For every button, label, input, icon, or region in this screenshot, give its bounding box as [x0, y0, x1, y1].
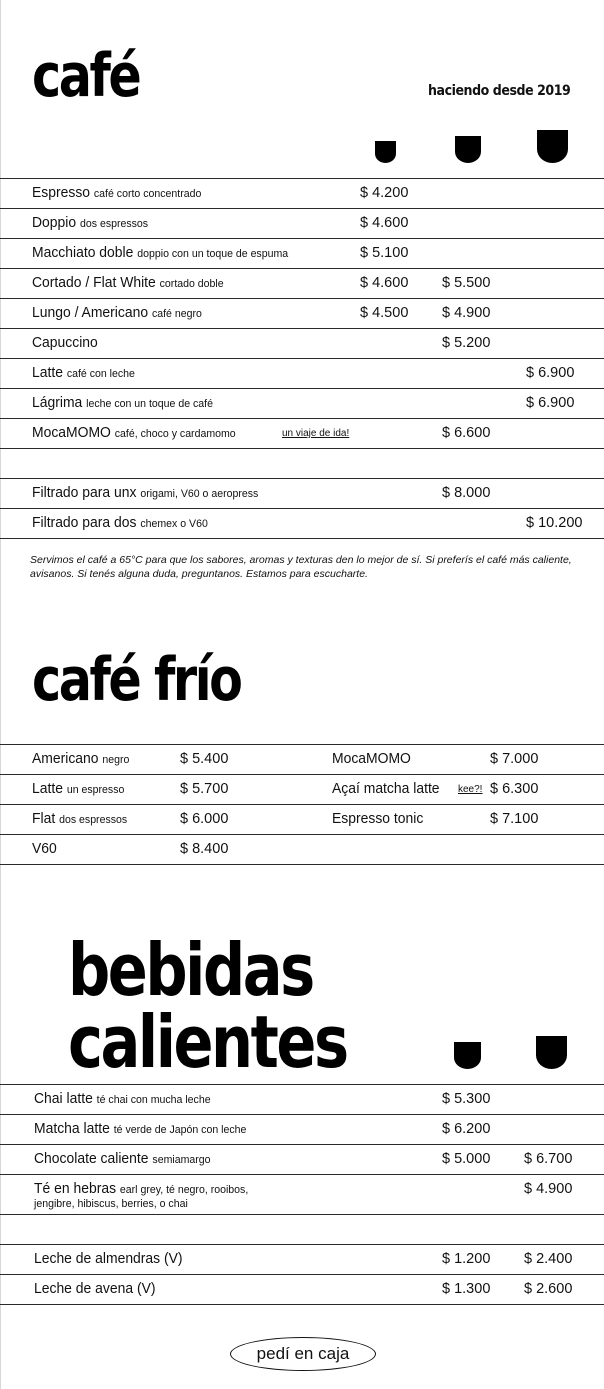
item-description: té verde de Japón con leche	[113, 1124, 247, 1136]
menu-row	[0, 268, 604, 298]
item-name	[32, 425, 236, 441]
section-title-cafe: café	[32, 41, 140, 111]
menu-row	[0, 1144, 604, 1174]
menu-row	[0, 508, 604, 538]
item-title: MocaMOMO	[332, 751, 411, 767]
menu-row	[0, 744, 604, 774]
menu-row	[0, 298, 604, 328]
item-title: Filtrado para dos	[32, 515, 137, 531]
menu-row	[0, 1274, 604, 1304]
section-title-cafe-frio: café frío	[32, 645, 241, 715]
item-name	[34, 1121, 246, 1137]
item-title: Doppio	[32, 215, 77, 231]
item-title: Americano	[32, 751, 99, 767]
price: $ 7.100	[490, 811, 539, 827]
price: $ 8.400	[180, 841, 229, 857]
item-name	[34, 1281, 156, 1297]
price-small: $ 4.200	[360, 185, 409, 201]
item-title: Té en hebras	[34, 1181, 117, 1197]
item-title: Chocolate caliente	[34, 1151, 149, 1167]
price-medium: $ 5.500	[442, 275, 491, 291]
item-name	[32, 245, 288, 261]
item-title: Lungo / Americano	[32, 305, 149, 321]
price-large: $ 6.700	[524, 1151, 573, 1167]
price-medium: $ 8.000	[442, 485, 491, 501]
item-description: té chai con mucha leche	[96, 1094, 211, 1106]
menu-row	[0, 478, 604, 508]
item-title: Espresso tonic	[332, 811, 424, 827]
price-small: $ 4.500	[360, 305, 409, 321]
item-description: cortado doble	[159, 278, 224, 290]
menu-row	[0, 1084, 604, 1114]
item-note: un viaje de ida!	[282, 428, 350, 439]
price-medium: $ 5.300	[442, 1091, 491, 1107]
item-name	[34, 1091, 211, 1107]
item-name	[32, 811, 127, 827]
item-name	[32, 841, 57, 857]
item-name	[32, 185, 201, 201]
item-name	[32, 395, 213, 411]
price-large: $ 4.900	[524, 1181, 573, 1197]
price: $ 6.300	[490, 781, 539, 797]
menu-row	[0, 1174, 604, 1214]
price-small: $ 4.600	[360, 215, 409, 231]
menu-row	[0, 1214, 604, 1244]
item-description-line-2: jengibre, hibiscus, berries, o chai	[34, 1198, 188, 1210]
row-divider	[0, 538, 604, 539]
item-description: chemex o V60	[140, 518, 208, 530]
menu-row	[0, 448, 604, 478]
item-title: Matcha latte	[34, 1121, 110, 1137]
item-name	[32, 365, 135, 381]
item-name	[32, 275, 224, 291]
price: $ 5.400	[180, 751, 229, 767]
item-name	[32, 485, 258, 501]
item-name	[34, 1151, 211, 1167]
price-medium: $ 4.900	[442, 305, 491, 321]
item-description: semiamargo	[152, 1154, 211, 1166]
item-description: leche con un toque de café	[86, 398, 213, 410]
cup-large-icon	[537, 130, 568, 163]
item-title: Espresso	[32, 185, 91, 201]
item-title: Macchiato doble	[32, 245, 134, 261]
cup-large-icon	[536, 1036, 567, 1069]
item-title: V60	[32, 841, 57, 857]
price-large: $ 2.600	[524, 1281, 573, 1297]
price-medium: $ 1.300	[442, 1281, 491, 1297]
price-medium: $ 6.200	[442, 1121, 491, 1137]
section-title-bebidas-calientes: bebidas calientes	[68, 928, 347, 1084]
price-large: $ 10.200	[526, 515, 583, 531]
menu-row	[0, 178, 604, 208]
price-large: $ 6.900	[526, 365, 575, 381]
item-title: MocaMOMO	[32, 425, 111, 441]
item-title: Chai latte	[34, 1091, 93, 1107]
item-name	[32, 215, 148, 231]
price-large: $ 6.900	[526, 395, 575, 411]
cup-medium-icon	[454, 1042, 481, 1069]
price-medium: $ 5.200	[442, 335, 491, 351]
item-name	[32, 781, 124, 797]
item-title: Açaí matcha latte	[332, 781, 440, 797]
price: $ 6.000	[180, 811, 229, 827]
price: $ 5.700	[180, 781, 229, 797]
item-name	[32, 515, 208, 531]
item-description: café negro	[151, 308, 202, 320]
row-divider	[0, 864, 604, 865]
item-name	[32, 305, 202, 321]
footnote: Servimos el café a 65°C para que los sabores, aromas y texturas den lo mejor de sí. Si preferís el café más caliente, avisanos. Si tenés alguna duda, preguntanos. Estamos para escucharte.	[30, 554, 572, 580]
item-name	[32, 335, 98, 351]
tagline: haciendo desde 2019	[428, 83, 571, 99]
price-medium: $ 5.000	[442, 1151, 491, 1167]
price-large: $ 2.400	[524, 1251, 573, 1267]
price-medium: $ 6.600	[442, 425, 491, 441]
item-name	[34, 1181, 248, 1197]
price-small: $ 5.100	[360, 245, 409, 261]
price-medium: $ 1.200	[442, 1251, 491, 1267]
item-description: negro	[102, 754, 130, 766]
menu-row	[0, 834, 604, 864]
item-title: Latte	[32, 781, 63, 797]
menu-row	[0, 804, 604, 834]
item-description: origami, V60 o aeropress	[140, 488, 259, 500]
menu-row	[0, 418, 604, 448]
menu-row	[0, 1114, 604, 1144]
row-divider	[0, 1304, 604, 1305]
item-description: doppio con un toque de espuma	[137, 248, 289, 260]
item-description: café, choco y cardamomo	[114, 428, 236, 440]
menu-row	[0, 358, 604, 388]
item-description: dos espressos	[59, 814, 128, 826]
item-name	[34, 1251, 183, 1267]
order-at-counter-label: pedí en caja	[230, 1337, 376, 1371]
item-title: Filtrado para unx	[32, 485, 137, 501]
item-description: earl grey, té negro, rooibos,	[119, 1184, 249, 1196]
item-title: Capuccino	[32, 335, 98, 351]
menu-row	[0, 1244, 604, 1274]
item-name	[32, 751, 129, 767]
cup-small-icon	[375, 141, 396, 163]
menu-row	[0, 208, 604, 238]
item-title: Leche de almendras (V)	[34, 1251, 183, 1267]
item-title: Leche de avena (V)	[34, 1281, 156, 1297]
item-description: café con leche	[66, 368, 135, 380]
item-title: Flat	[32, 811, 56, 827]
menu-row	[0, 388, 604, 418]
item-title: Latte	[32, 365, 63, 381]
price-small: $ 4.600	[360, 275, 409, 291]
menu-row	[0, 328, 604, 358]
price: $ 7.000	[490, 751, 539, 767]
menu-row	[0, 774, 604, 804]
item-description: dos espressos	[79, 218, 149, 230]
item-note: kee?!	[458, 784, 483, 795]
item-description: un espresso	[66, 784, 125, 796]
cup-medium-icon	[455, 136, 481, 163]
item-title: Cortado / Flat White	[32, 275, 156, 291]
menu-row	[0, 238, 604, 268]
item-description: café corto concentrado	[93, 188, 202, 200]
item-title: Lágrima	[32, 395, 83, 411]
